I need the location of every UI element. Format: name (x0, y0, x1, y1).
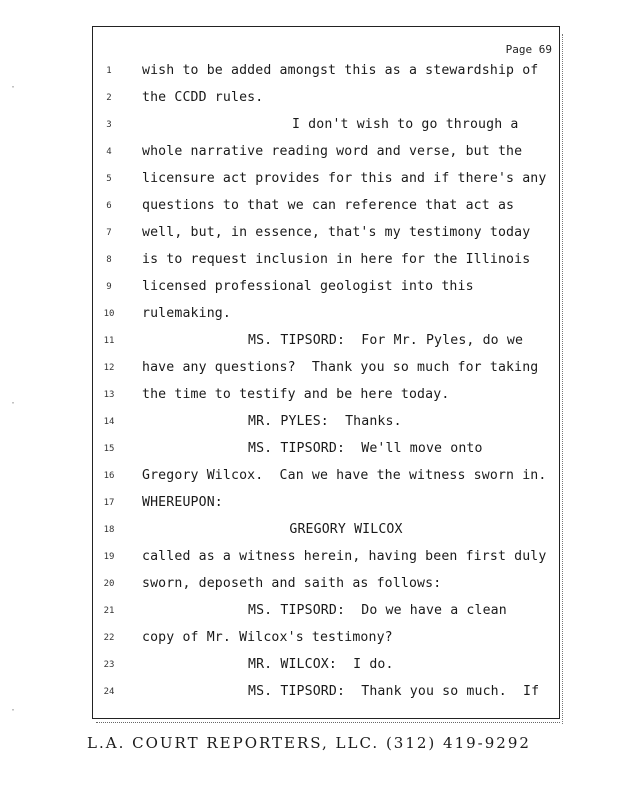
line-number: 13 (103, 390, 115, 400)
transcript-line: the time to testify and be here today. (142, 387, 450, 402)
page-bottom-edge (96, 719, 560, 723)
court-reporter-footer: L.A. COURT REPORTERS, LLC. (312) 419-9292 (87, 734, 531, 752)
transcript-line: MR. PYLES: Thanks. (248, 414, 402, 429)
transcript-line: have any questions? Thank you so much for taking (142, 360, 539, 375)
line-number: 3 (106, 120, 112, 130)
transcript-line: MS. TIPSORD: Do we have a clean (248, 603, 507, 618)
transcript-line: licensure act provides for this and if there's any (142, 171, 547, 186)
transcript-line: the CCDD rules. (142, 90, 264, 105)
transcript-line: MR. WILCOX: I do. (248, 657, 394, 672)
transcript-line: MS. TIPSORD: Thank you so much. If (248, 684, 540, 699)
margin-tick-mark: · (10, 705, 17, 716)
transcript-line: WHEREUPON: (142, 495, 223, 510)
transcript-line: I don't wish to go through a (292, 117, 519, 132)
witness-heading: GREGORY WILCOX (289, 522, 403, 537)
line-number: 22 (103, 633, 115, 643)
margin-tick-mark: · (10, 398, 17, 409)
transcript-line: rulemaking. (142, 306, 231, 321)
transcript-line: well, but, in essence, that's my testimony today (142, 225, 531, 240)
transcript-line: wish to be added amongst this as a stewardship of (142, 63, 539, 78)
line-number: 18 (103, 525, 115, 535)
line-number: 2 (106, 93, 112, 103)
line-number: 23 (103, 660, 115, 670)
line-number: 16 (103, 471, 115, 481)
line-number: 17 (103, 498, 115, 508)
line-number: 19 (103, 552, 115, 562)
page-number: Page 69 (505, 43, 552, 56)
line-number: 7 (106, 228, 112, 238)
margin-tick-mark: · (10, 82, 17, 93)
transcript-line: Gregory Wilcox. Can we have the witness sworn in. (142, 468, 547, 483)
line-number: 15 (103, 444, 115, 454)
transcript-line: copy of Mr. Wilcox's testimony? (142, 630, 393, 645)
transcript-line: questions to that we can reference that act as (142, 198, 515, 213)
transcript-line: licensed professional geologist into this (142, 279, 474, 294)
transcript-line: MS. TIPSORD: For Mr. Pyles, do we (248, 333, 524, 348)
transcript-line: whole narrative reading word and verse, but the (142, 144, 523, 159)
transcript-line: MS. TIPSORD: We'll move onto (248, 441, 483, 456)
line-number: 24 (103, 687, 115, 697)
line-number: 9 (106, 282, 112, 292)
page-edge-shadow (556, 34, 563, 724)
transcript-line: called as a witness herein, having been first duly (142, 549, 547, 564)
line-number: 4 (106, 147, 112, 157)
line-number: 1 (106, 66, 112, 76)
line-number: 8 (106, 255, 112, 265)
transcript-line: is to request inclusion in here for the Illinois (142, 252, 531, 267)
line-number: 21 (103, 606, 115, 616)
line-number: 10 (103, 309, 115, 319)
line-number: 20 (103, 579, 115, 589)
line-number: 14 (103, 417, 115, 427)
line-number: 12 (103, 363, 115, 373)
transcript-line: sworn, deposeth and saith as follows: (142, 576, 442, 591)
line-number: 6 (106, 201, 112, 211)
line-number: 11 (103, 336, 115, 346)
line-number: 5 (106, 174, 112, 184)
